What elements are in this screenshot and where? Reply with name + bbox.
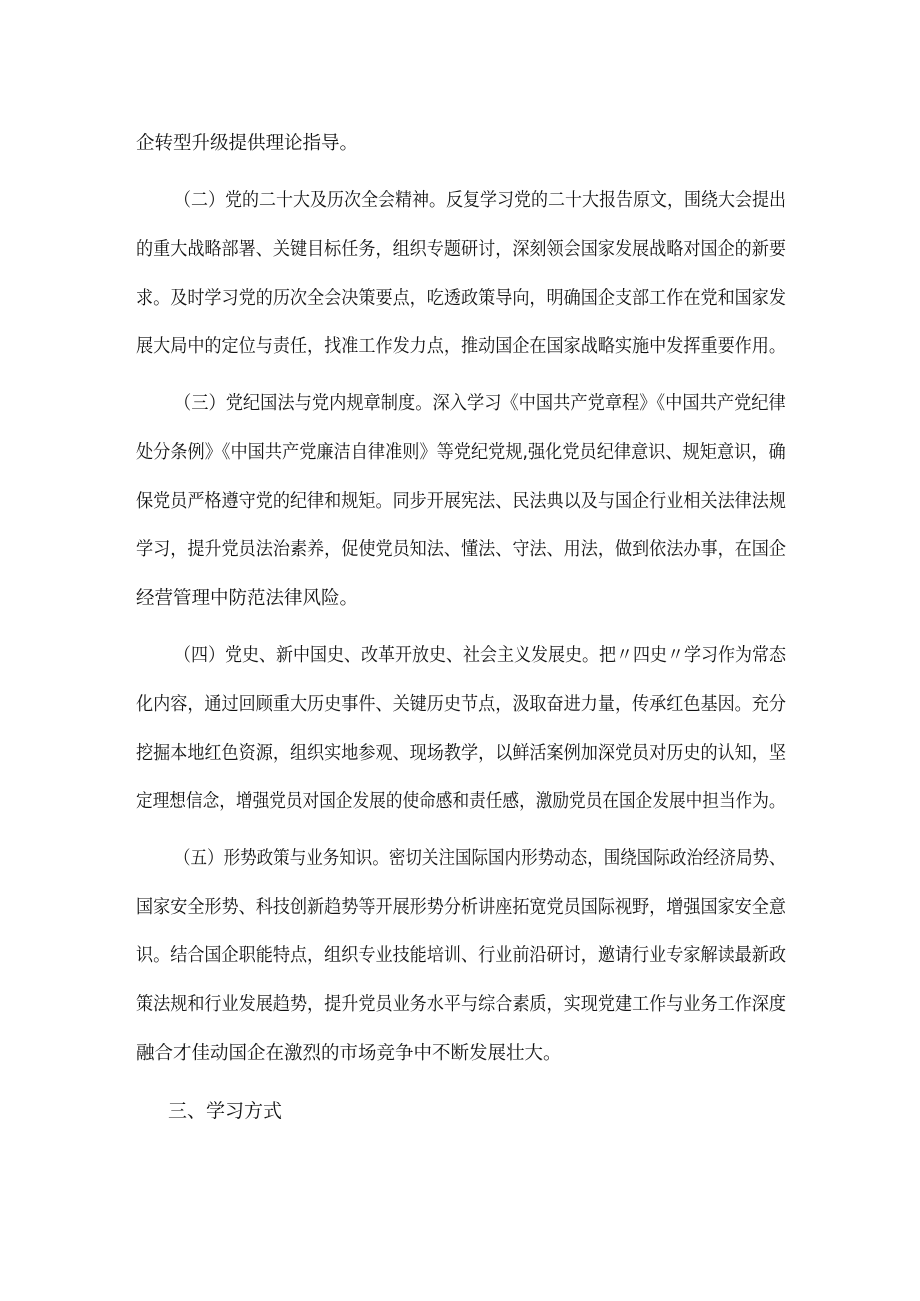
text-line: 挖掘本地红色资源，组织实地参观、现场教学，以鲜活案例加深党员对历史的认知，坚 — [136, 743, 787, 764]
text-line: 展大局中的定位与责任，找准工作发力点，推动国企在国家战略实施中发挥重要作用。 — [136, 336, 787, 357]
text-line: 定理想信念，增强党员对国企发展的使命感和责任感，激励党员在国企发展中担当作为。 — [136, 791, 786, 812]
text-line: 保党员严格遵守党的纪律和规矩。同步开展宪法、民法典以及与国企行业相关法律法规 — [136, 491, 787, 512]
text-line: 化内容，通过回顾重大历史事件、关键历史节点，汲取奋进力量，传承红色基因。充分 — [136, 694, 787, 715]
paragraph-5-first-line: （五）形势政策与业务知识。密切关注国际国内形势动态，围绕国际政治经济局势、 — [174, 848, 786, 869]
paragraph-3-first-line: （三）党纪国法与党内规章制度。深入学习《中国共产党章程》《中国共产党纪律 — [174, 393, 786, 414]
text-line: 求。及时学习党的历次全会决策要点，吃透政策导向，明确国企支部工作在党和国家发 — [136, 288, 787, 309]
text-line: 经营管理中防范法律风险。 — [136, 588, 359, 609]
text-line: 的重大战略部署、关键目标任务，组织专题研讨，深刻领会国家发展战略对国企的新要 — [136, 239, 787, 260]
text-line: 学习，提升党员法治素养，促使党员知法、懂法、守法、用法，做到依法办事，在国企 — [136, 539, 787, 560]
text-line: 处分条例》《中国共产党廉洁自律准则》等党纪党规,强化党员纪律意识、规矩意识，确 — [136, 442, 786, 463]
paragraph-4-first-line: （四）党史、新中国史、改革开放史、社会主义发展史。把〃四史〃学习作为常态 — [174, 645, 787, 666]
text-line: 国家安全形势、科技创新趋势等开展形势分析讲座拓宽党员国际视野，增强国家安全意 — [136, 897, 787, 918]
text-line: 融合才佳动国企在激烈的市场竞争中不断发展壮大。 — [136, 1043, 562, 1064]
text-line: 识。结合国企职能特点，组织专业技能培训、行业前沿研讨，邀请行业专家解读最新政 — [136, 945, 787, 966]
text-line: 企转型升级提供理论指导。 — [136, 133, 359, 154]
paragraph-2-first-line: （二）党的二十大及历次全会精神。反复学习党的二十大报告原文，围绕大会提出 — [174, 190, 787, 211]
section-heading: 三、学习方式 — [168, 1100, 283, 1122]
text-line: 策法规和行业发展趋势，提升党员业务水平与综合素质，实现党建工作与业务工作深度 — [136, 994, 787, 1015]
